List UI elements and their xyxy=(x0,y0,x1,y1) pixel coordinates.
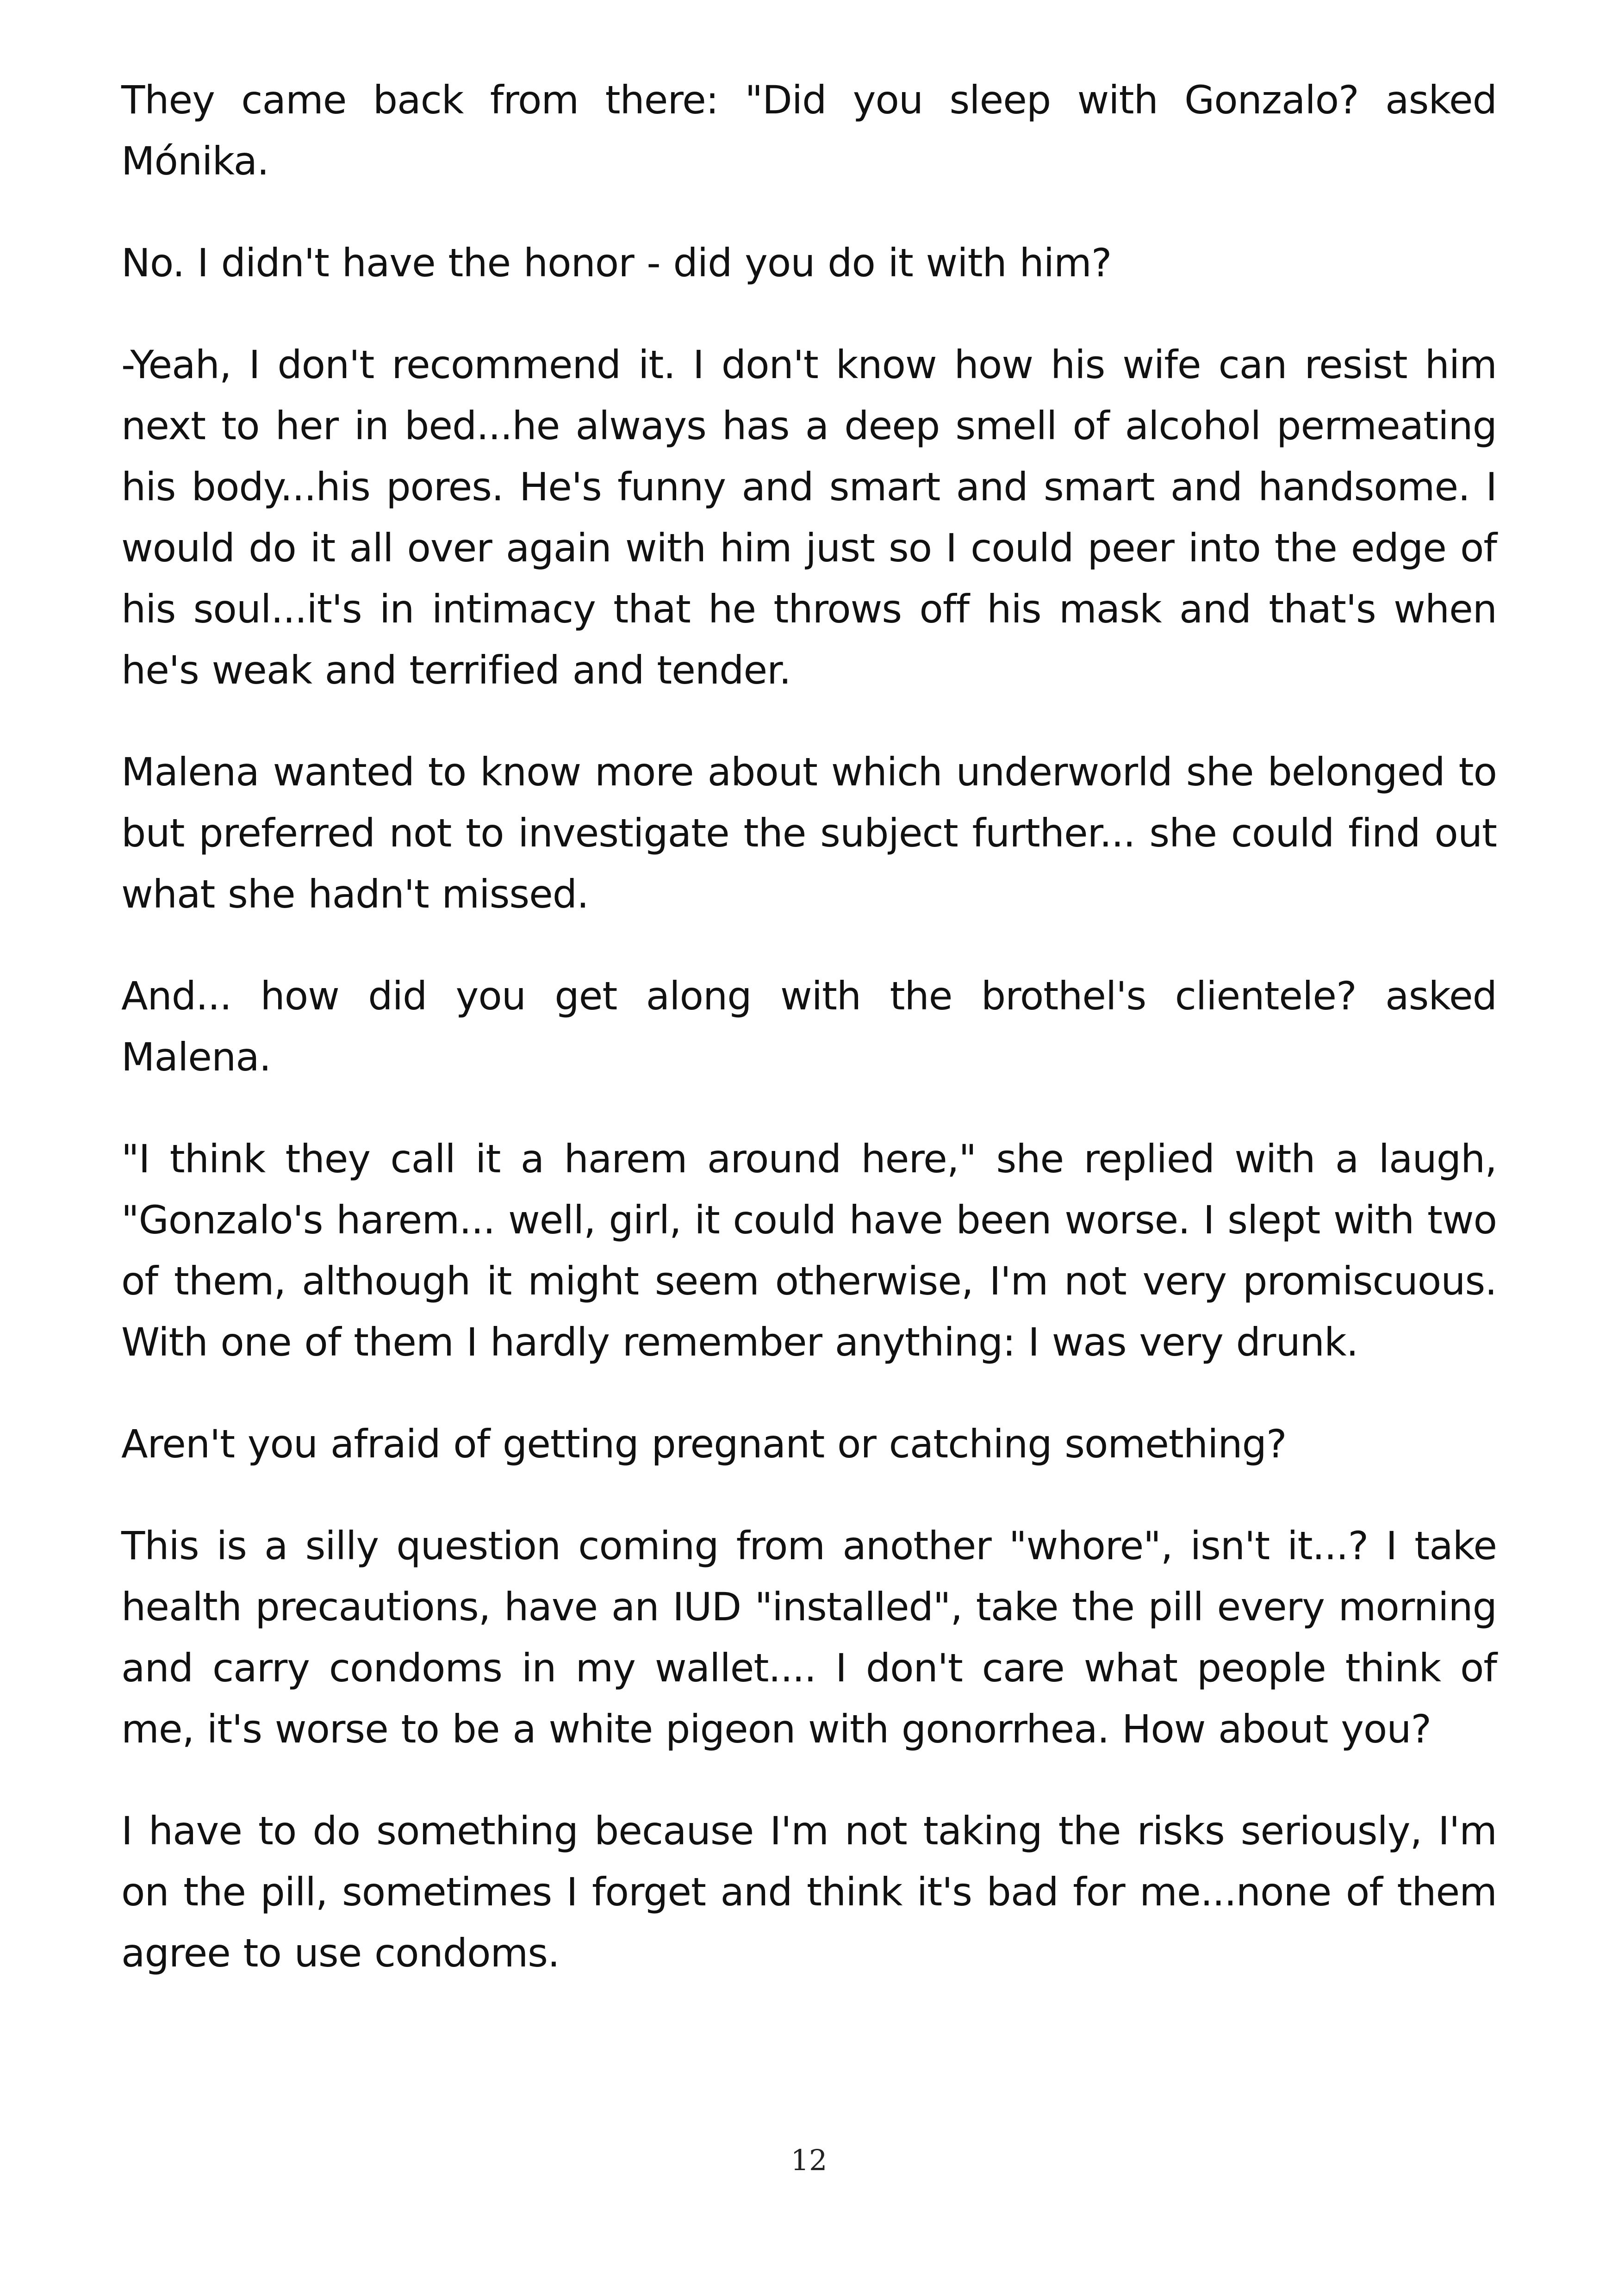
paragraph: No. I didn't have the honor - did you do it with him? xyxy=(121,240,1112,286)
page-number: 12 xyxy=(790,2143,828,2177)
paragraph: And... how did you get along with the brothel's clientele? asked Malena. xyxy=(121,973,1497,1080)
paragraph: They came back from there: "Did you sleep with Gonzalo? asked Mónika. xyxy=(121,77,1497,184)
body-text xyxy=(121,69,1497,2024)
paragraph: This is a silly question coming from another "whore", isn't it...? I take health precautions, have an IUD "installed", take the pill every morning and carry condoms in my wallet.... I don't care what people think of me, it's worse to be a white pigeon with gonorrhea. How about you? xyxy=(121,1523,1497,1752)
paragraph: "I think they call it a harem around here," she replied with a laugh, "Gonzalo's harem... well, girl, it could have been worse. I slept with two of them, although it might seem otherwise, I'm not very promiscuous. With one of them I hardly remember anything: I was very drunk. xyxy=(121,1136,1497,1365)
paragraph: I have to do something because I'm not taking the risks seriously, I'm on the pill, sometimes I forget and think it's bad for me...none of them agree to use condoms. xyxy=(121,1808,1497,1976)
paragraph: -Yeah, I don't recommend it. I don't know how his wife can resist him next to her in bed...he always has a deep smell of alcohol permeating his body...his pores. He's funny and smart and smart and handsome. I would do it all over again with him just so I could peer into the edge of his soul...it's in intimacy that he throws off his mask and that's when he's weak and terrified and tender. xyxy=(121,342,1497,693)
paragraph: Malena wanted to know more about which underworld she belonged to but preferred not to investigate the subject further... she could find out what she hadn't missed. xyxy=(121,749,1497,917)
paragraph: Aren't you afraid of getting pregnant or catching something? xyxy=(121,1421,1287,1467)
